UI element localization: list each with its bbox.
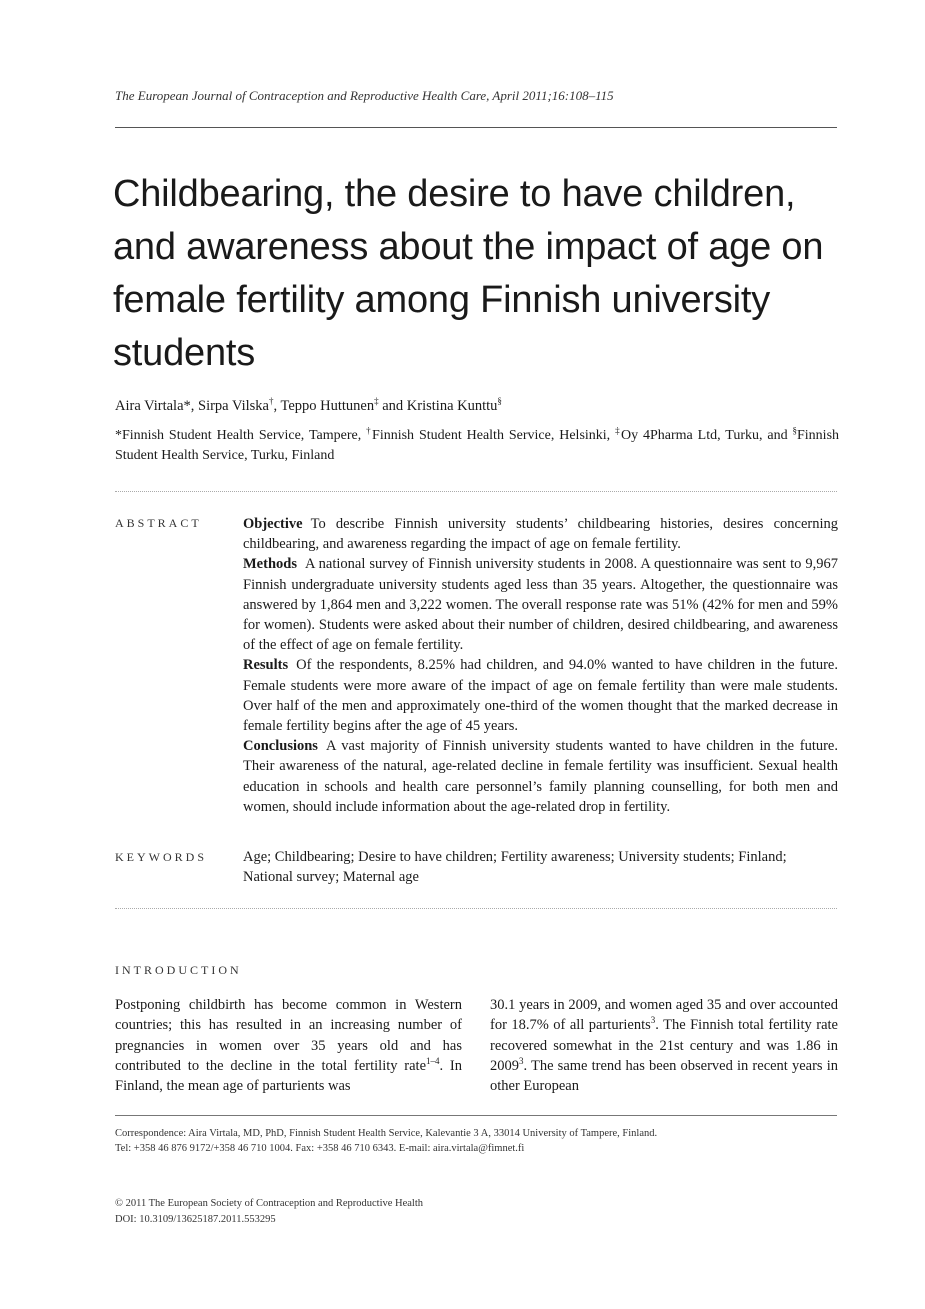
author-and: and [378, 398, 407, 414]
abstract-objective [243, 514, 838, 554]
paragraph-text: Postponing childbirth has become common in Western countries; this has resulted in an increasing number of pregnancies in women over 35 years old and has contributed to the decline in the total fertility rate [115, 997, 462, 1074]
paragraph-text: . The same trend has been observed in recent years in other European [490, 1057, 838, 1095]
copyright-line: © 2011 The European Society of Contraception and Reproductive Health [115, 1198, 424, 1209]
section-heading: Methods [243, 556, 297, 573]
abstract-top-divider [115, 491, 837, 492]
keywords-label: KEYWORDS [115, 850, 207, 864]
section-heading: Results [243, 657, 289, 674]
abstract-results [243, 655, 838, 736]
section-heading: Objective [243, 516, 303, 532]
journal-citation: The European Journal of Contraception and Reproductive Health Care, April 2011;16:108–115 [115, 88, 614, 103]
affiliation-mark: † [366, 425, 373, 436]
citation-ref: 1–4 [426, 1056, 440, 1067]
header-rule [115, 127, 837, 128]
abstract-conclusions [243, 736, 838, 817]
doi-line: DOI: 10.3109/13625187.2011.553295 [115, 1214, 276, 1225]
author-separator: , [190, 398, 199, 414]
affiliation-mark: * [115, 428, 122, 443]
section-text: A vast majority of Finnish university students wanted to have children in the future. Their awareness of the natural, age-related decline in female fertility was insufficient. Sexual health education in schools and health care personnel’s family planning counselling, for both men and women, should include information about the age-related drop in fertility. [243, 738, 838, 815]
author-name: Teppo Huttunen [280, 398, 375, 414]
abstract-body [243, 514, 838, 817]
affiliation-text: Finnish Student Health Service, Turku, Finland [115, 428, 840, 463]
correspondence-note: Correspondence: Aira Virtala, MD, PhD, Finnish Student Health Service, Kalevantie 3 A, 33014 University of Tampere, Finland. [115, 1128, 658, 1139]
citation-ref: 3 [519, 1056, 524, 1067]
introduction-column-left [115, 995, 462, 1096]
citation-ref: 3 [650, 1015, 656, 1026]
affiliation-text: Finnish Student Health Service, Tampere, [122, 428, 367, 443]
affiliation-text: Oy 4Pharma Ltd, Turku, and [620, 428, 793, 443]
affiliation-mark: ‡ [615, 425, 621, 436]
section-text: Of the respondents, 8.25% had children, and 94.0% wanted to have children in the future. Female students were more aware of the impact of age on female fertility than were male students. Over half of the men and approximately one-third of the women thought that the marked decrease in female fertility begins after the age of 45 years. [243, 657, 838, 735]
section-text: To describe Finnish university students’ childbearing histories, desires concerning childbearing, and awareness regarding the impact of age on female fertility. [243, 516, 838, 553]
abstract-methods [243, 554, 838, 655]
abstract-label: ABSTRACT [115, 516, 202, 530]
author-mark: † [268, 396, 274, 407]
section-text: A national survey of Finnish university students in 2008. A questionnaire was sent to 9,967 Finnish undergraduate university students aged less than 35 years. Altogether, the questionnaire was answered by 1,864 men and 3,222 women. The overall response rate was 51% (42% for men and 59% for women). Students were asked about their number of children, desired childbearing, and awareness of the effect of age on female fertility. [243, 556, 838, 654]
affiliation-text: Finnish Student Health Service, Helsinki, [372, 428, 616, 443]
paragraph-text: . The Finnish total fertility rate recovered somewhat in the 21st century and was 1.86 in 2009 [490, 1017, 838, 1074]
author-list [115, 398, 502, 415]
author-mark: * [183, 398, 191, 414]
keywords-text: Age; Childbearing; Desire to have children; Fertility awareness; University students; Finland; National survey; Maternal age [243, 849, 787, 885]
affiliations [115, 426, 839, 466]
paragraph-text: . In Finland, the mean age of parturients was [115, 1057, 462, 1095]
author-mark: § [497, 396, 502, 407]
introduction-column-right [490, 995, 838, 1096]
introduction-label: INTRODUCTION [115, 963, 242, 977]
author-separator: , [273, 398, 281, 414]
paragraph-text: 30.1 years in 2009, and women aged 35 and over accounted for 18.7% of all parturients [490, 997, 838, 1034]
keywords-bottom-divider [115, 908, 837, 909]
contact-note: Tel: +358 46 876 9172/+358 46 710 1004. Fax: +358 46 710 6343. E-mail: aira.virtala@fimnet.fi [115, 1143, 525, 1154]
author-name: Aira Virtala [115, 398, 184, 414]
section-heading: Conclusions [243, 738, 318, 755]
affiliation-mark: § [792, 425, 797, 436]
author-mark: ‡ [374, 396, 379, 407]
author-name: Sirpa Vilska [198, 398, 269, 414]
author-name: Kristina Kunttu [406, 398, 498, 414]
footnote-rule [115, 1115, 837, 1116]
article-title: Childbearing, the desire to have children, and awareness about the impact of age on female fertility among Finnish university students [113, 173, 824, 374]
